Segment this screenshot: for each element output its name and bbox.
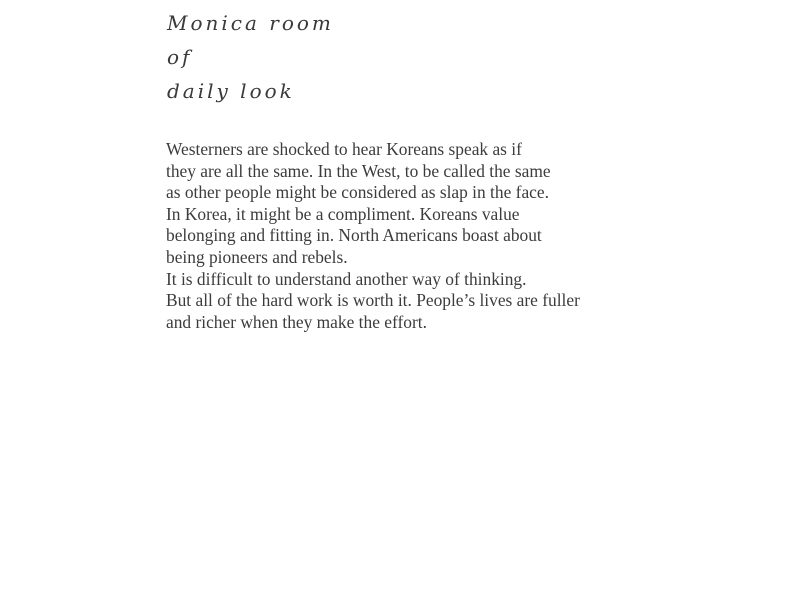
body-line-6: being pioneers and rebels. bbox=[166, 246, 348, 267]
body-paragraph bbox=[166, 139, 636, 333]
title-line-2: of bbox=[167, 45, 193, 69]
body-line-2: they are all the same. In the West, to be called the same bbox=[166, 160, 551, 181]
page-title bbox=[167, 6, 467, 108]
body-line-1: Westerners are shocked to hear Koreans speak as if bbox=[166, 139, 522, 159]
body-line-5: belonging and fitting in. North Americans boast about bbox=[166, 225, 542, 246]
body-line-4: In Korea, it might be a compliment. Koreans value bbox=[166, 203, 520, 224]
body-line-3: as other people might be considered as slap in the face. bbox=[166, 182, 549, 203]
body-line-7: It is difficult to understand another way of thinking. bbox=[166, 268, 527, 289]
body-line-9: and richer when they make the effort. bbox=[166, 311, 427, 332]
body-line-8: But all of the hard work is worth it. People’s lives are fuller bbox=[166, 290, 580, 311]
title-line-1: Monica room bbox=[167, 11, 334, 35]
title-line-3: daily look bbox=[167, 79, 295, 103]
